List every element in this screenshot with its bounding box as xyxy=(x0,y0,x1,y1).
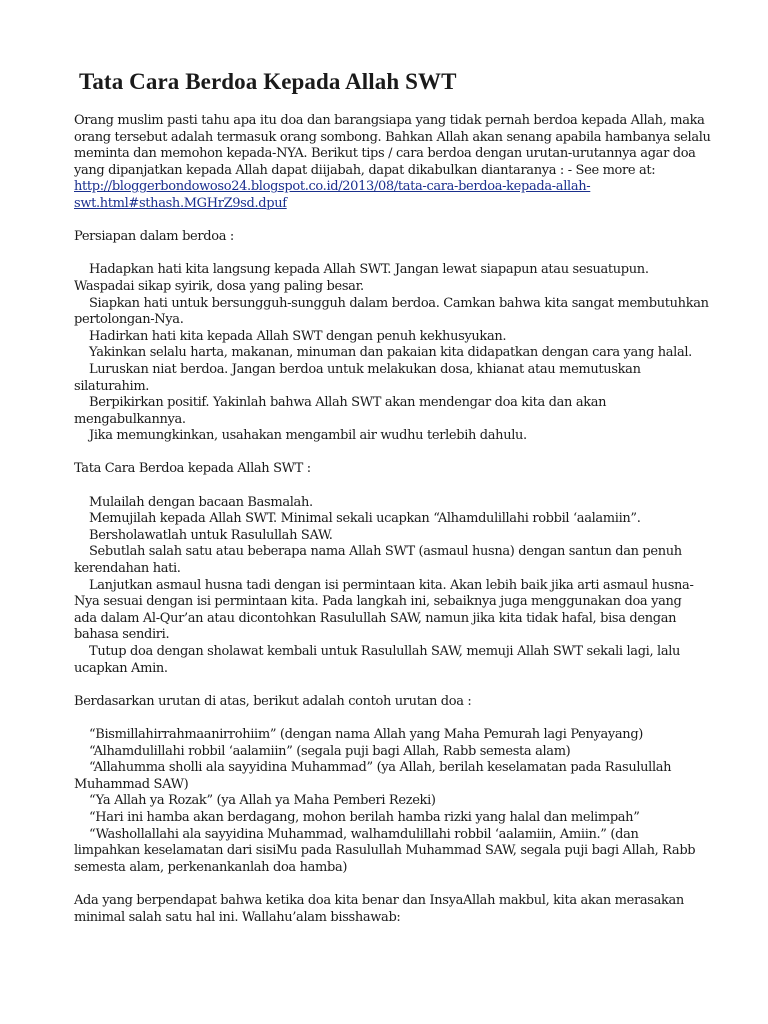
persiapan-line: Luruskan niat berdoa. Jangan berdoa untuk melakukan dosa, khianat atau memutuskan xyxy=(89,361,641,377)
contoh-line: limpahkan keselamatan dari sisiMu pada Rasulullah Muhammad SAW, segala puji bagi Allah, Rabb xyxy=(74,843,696,859)
persiapan-line: Jika memungkinkan, usahakan mengambil air wudhu terlebih dahulu. xyxy=(89,428,527,444)
persiapan-line: Siapkan hati untuk bersungguh-sungguh dalam berdoa. Camkan bahwa kita sangat membutuhkan xyxy=(89,295,709,311)
persiapan-line: pertolongan-Nya. xyxy=(74,312,184,328)
source-link[interactable]: swt.html#sthash.MGHrZ9sd.dpuf xyxy=(74,195,287,211)
contoh-list xyxy=(74,727,714,876)
persiapan-line: mengabulkannya. xyxy=(74,411,186,427)
persiapan-line: Yakinkan selalu harta, makanan, minuman dan pakaian kita didapatkan dengan cara yang halal. xyxy=(89,345,692,361)
closing-paragraph xyxy=(74,893,714,926)
intro-line: meminta dan memohon kepada-NYA. Berikut tips / cara berdoa dengan urutan-urutannya agar doa xyxy=(74,146,696,162)
tatacara-line: Bersholawatlah untuk Rasulullah SAW. xyxy=(89,527,333,543)
intro-line: yang dipanjatkan kepada Allah dapat diijabah, dapat dikabulkan diantaranya : - See more at: xyxy=(74,162,656,178)
persiapan-line: Berpikirkan positif. Yakinlah bahwa Allah SWT akan mendengar doa kita dan akan xyxy=(89,395,607,411)
contoh-line: “Alhamdulillahi robbil ‘aalamiin” (segala puji bagi Allah, Rabb semesta alam) xyxy=(89,743,571,759)
contoh-line: semesta alam, perkenankanlah doa hamba) xyxy=(74,859,348,875)
contoh-line: “Ya Allah ya Rozak” (ya Allah ya Maha Pemberi Rezeki) xyxy=(89,793,436,809)
tatacara-line: Mulailah dengan bacaan Basmalah. xyxy=(89,494,313,510)
document-body xyxy=(74,113,714,926)
intro-line: orang tersebut adalah termasuk orang sombong. Bahkan Allah akan senang apabila hambanya selalu xyxy=(74,129,711,145)
closing-line: minimal salah satu hal ini. Wallahu’alam bisshawab: xyxy=(74,909,401,925)
contoh-line: “Washollallahi ala sayyidina Muhammad, walhamdulillahi robbil ‘aalamiin, Amiin.” (dan xyxy=(89,826,639,842)
tatacara-line: bahasa sendiri. xyxy=(74,627,170,643)
tatacara-line: ucapkan Amin. xyxy=(74,660,168,676)
persiapan-list xyxy=(74,262,714,445)
closing-line: Ada yang berpendapat bahwa ketika doa kita benar dan InsyaAllah makbul, kita akan merasakan xyxy=(74,892,684,908)
contoh-line: “Allahumma sholli ala sayyidina Muhammad” (ya Allah, berilah keselamatan pada Rasulullah xyxy=(89,760,672,776)
persiapan-line: silaturahim. xyxy=(74,378,150,394)
intro-paragraph xyxy=(74,113,714,213)
tatacara-line: ada dalam Al-Qur’an atau dicontohkan Rasulullah SAW, namun jika kita tidak hafal, bisa dengan xyxy=(74,610,677,626)
tatacara-line: Sebutlah salah satu atau beberapa nama Allah SWT (asmaul husna) dengan santun dan penuh xyxy=(89,544,682,560)
contoh-line: “Bismillahirrahmaanirrohiim” (dengan nama Allah yang Maha Pemurah lagi Penyayang) xyxy=(89,726,644,742)
contoh-line: Muhammad SAW) xyxy=(74,776,189,792)
tatacara-line: Lanjutkan asmaul husna tadi dengan isi permintaan kita. Akan lebih baik jika arti asmaul husna- xyxy=(89,577,694,593)
source-link[interactable]: http://bloggerbondowoso24.blogspot.co.id/2013/08/tata-cara-berdoa-kepada-allah- xyxy=(74,179,591,195)
persiapan-line: Hadapkan hati kita langsung kepada Allah SWT. Jangan lewat siapapun atau sesuatupun. xyxy=(89,262,649,278)
contoh-line: “Hari ini hamba akan berdagang, mohon berilah hamba rizki yang halal dan melimpah” xyxy=(89,809,640,825)
tatacara-line: Memujilah kepada Allah SWT. Minimal sekali ucapkan “Alhamdulillahi robbil ‘aalamiin”. xyxy=(89,511,641,527)
tatacara-heading: Tata Cara Berdoa kepada Allah SWT : xyxy=(74,461,311,477)
persiapan-heading: Persiapan dalam berdoa : xyxy=(74,229,234,245)
contoh-heading: Berdasarkan urutan di atas, berikut adalah contoh urutan doa : xyxy=(74,693,472,709)
tatacara-line: Tutup doa dengan sholawat kembali untuk Rasulullah SAW, memuji Allah SWT sekali lagi, lalu xyxy=(89,644,681,659)
tatacara-line: kerendahan hati. xyxy=(74,561,181,577)
persiapan-line: Hadirkan hati kita kepada Allah SWT dengan penuh kekhusyukan. xyxy=(89,328,507,344)
intro-line: Orang muslim pasti tahu apa itu doa dan barangsiapa yang tidak pernah berdoa kepada Allah, maka xyxy=(74,113,705,128)
tatacara-list xyxy=(74,495,714,678)
document-title: Tata Cara Berdoa Kepada Allah SWT xyxy=(79,69,457,94)
tatacara-line: Nya sesuai dengan isi permintaan kita. Pada langkah ini, sebaiknya juga menggunakan doa yang xyxy=(74,594,682,610)
persiapan-line: Waspadai sikap syirik, dosa yang paling besar. xyxy=(74,278,364,294)
